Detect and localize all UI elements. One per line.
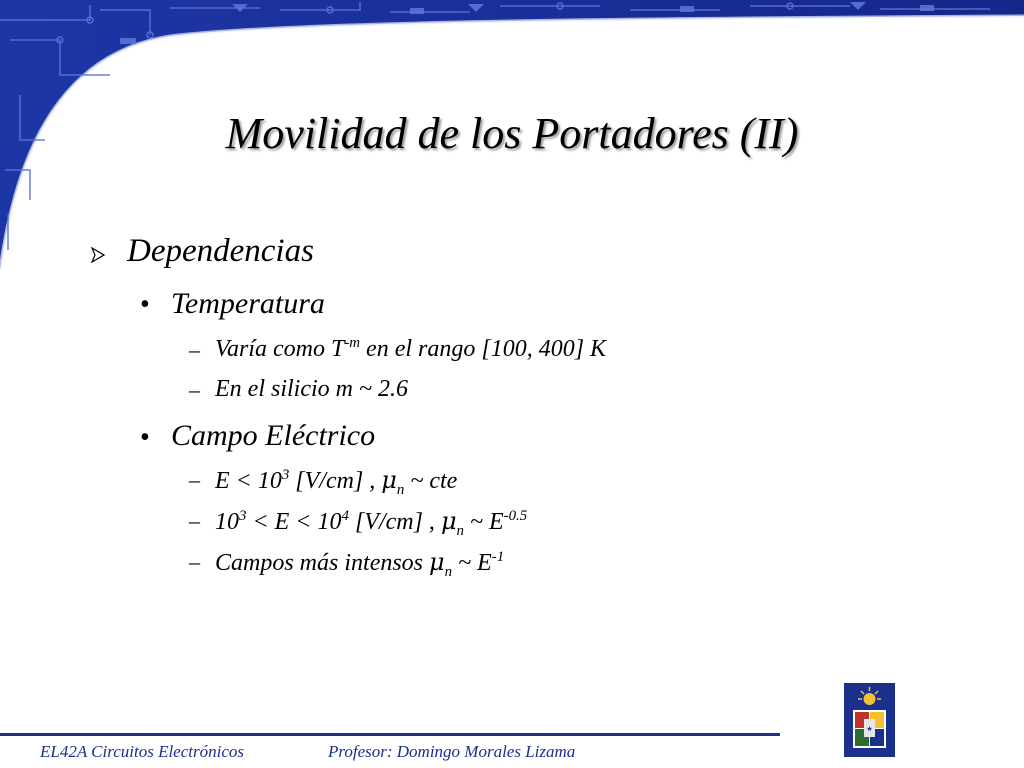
list-item: Varía como $T^{-m}$ en el rango [100, 400] K — [215, 335, 607, 362]
dash-icon: – — [189, 337, 200, 362]
list-item: En el silicio m ~ 2.6 — [215, 376, 408, 402]
dash-icon: – — [189, 377, 200, 402]
chevron-arrow-icon — [90, 247, 106, 263]
list-item: $10^3 < E < 10^4$ [V/cm] , $\mu_n$ ~ $E^{-0.5}$ — [215, 507, 528, 539]
svg-text:★: ★ — [866, 725, 873, 733]
footer-course: EL42A Circuitos Electrónicos — [40, 742, 244, 761]
university-crest-icon — [844, 683, 895, 757]
section-campo-electrico: Campo Eléctrico — [171, 419, 376, 452]
heading-dependencias: Dependencias — [127, 233, 314, 269]
bullet-dot-icon: • — [140, 289, 150, 320]
dash-icon: – — [189, 508, 200, 533]
slide-title: Movilidad de los Portadores (II) — [225, 109, 799, 158]
footer-divider — [0, 733, 780, 736]
section-temperatura: Temperatura — [171, 287, 325, 320]
list-item: Campos más intensos $\mu_n$ ~ $E^{-1}$ — [215, 548, 505, 580]
dash-icon: – — [189, 467, 200, 492]
bullet-dot-icon: • — [140, 422, 150, 453]
list-item: $E < 10^3$ [V/cm] , $\mu_n$ ~ cte — [215, 466, 458, 498]
footer-professor: Profesor: Domingo Morales Lizama — [328, 742, 576, 761]
dash-icon: – — [189, 549, 200, 574]
